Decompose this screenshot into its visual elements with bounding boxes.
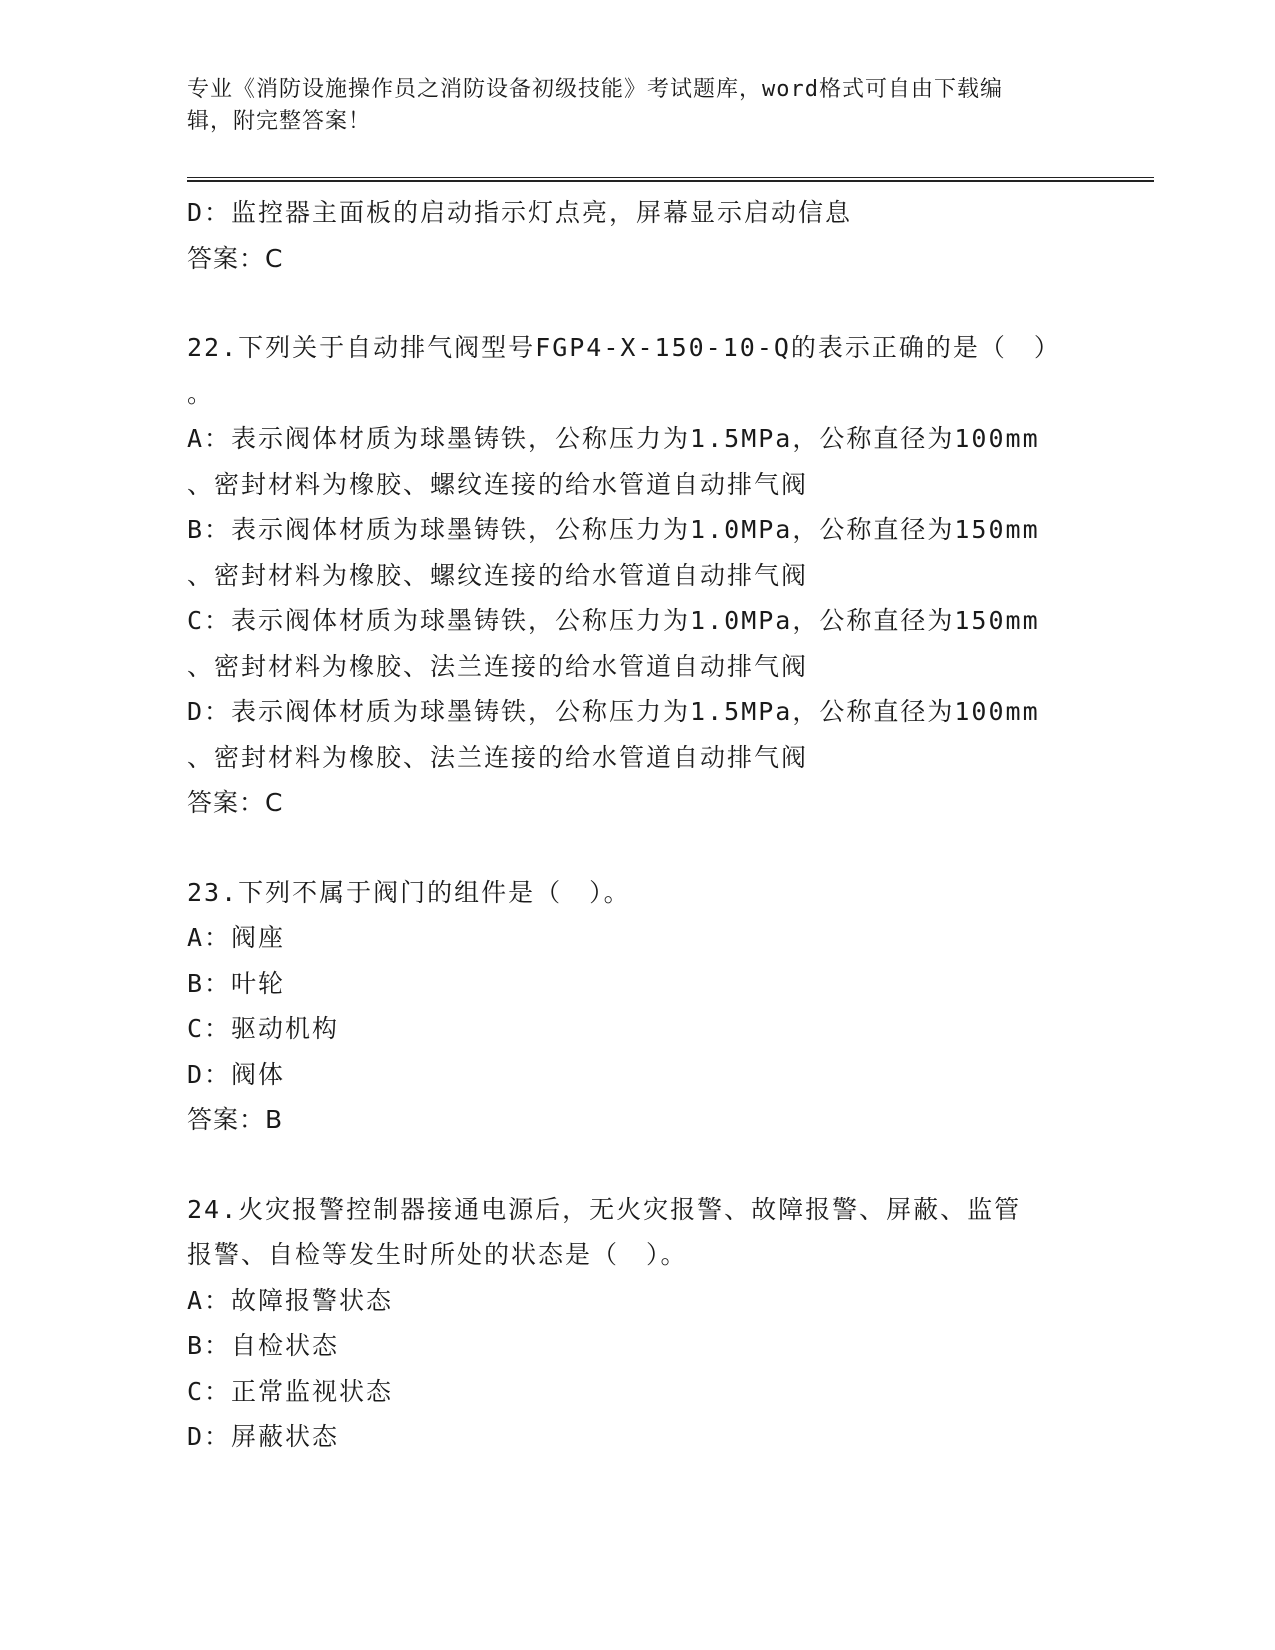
option-b: B：表示阀体材质为球墨铸铁，公称压力为1.0MPa，公称直径为150mm: [187, 515, 1040, 544]
option-d: D：阀体: [187, 1059, 286, 1089]
page-header: [187, 74, 1067, 138]
header-divider: [187, 177, 1154, 182]
question-text-cont: 。: [187, 378, 215, 408]
option-a: A：阀座: [187, 923, 286, 952]
option-a: A：故障报警状态: [187, 1285, 394, 1315]
question-text-cont: 报警、自检等发生时所处的状态是（ ）。: [187, 1240, 688, 1269]
option-b-cont: 、密封材料为橡胶、螺纹连接的给水管道自动排气阀: [187, 560, 809, 590]
question-24: [187, 1187, 1087, 1460]
option-c: C：驱动机构: [187, 1014, 340, 1043]
answer: 答案：C: [187, 788, 284, 817]
spacer: [187, 281, 1087, 325]
option-a: A：表示阀体材质为球墨铸铁，公称压力为1.5MPa，公称直径为100mm: [187, 424, 1040, 453]
answer: 答案：C: [187, 243, 284, 273]
spacer: [187, 826, 1087, 870]
option-a-cont: 、密封材料为橡胶、螺纹连接的给水管道自动排气阀: [187, 469, 809, 499]
option-b: B：叶轮: [187, 968, 286, 998]
document-body: [187, 190, 1087, 1460]
header-line-1: 专业《消防设施操作员之消防设备初级技能》考试题库，word格式可自由下载编: [187, 77, 1003, 102]
question-text: 24.火灾报警控制器接通电源后，无火灾报警、故障报警、屏蔽、监管: [187, 1194, 1022, 1224]
answer: 答案：B: [187, 1105, 284, 1134]
question-text: 22.下列关于自动排气阀型号FGP4-X-150-10-Q的表示正确的是（ ）: [187, 333, 1061, 362]
spacer: [187, 1143, 1087, 1187]
option-d: D：屏蔽状态: [187, 1422, 340, 1451]
option-d-cont: 、密封材料为橡胶、法兰连接的给水管道自动排气阀: [187, 742, 809, 772]
option-c: C：正常监视状态: [187, 1376, 394, 1406]
question-23: [187, 870, 1087, 1143]
option-d: D：表示阀体材质为球墨铸铁，公称压力为1.5MPa，公称直径为100mm: [187, 697, 1040, 726]
header-line-2: 辑，附完整答案！: [187, 109, 372, 134]
question-text: 23.下列不属于阀门的组件是（ ）。: [187, 877, 631, 907]
option-b: B：自检状态: [187, 1331, 340, 1360]
question-22: [187, 325, 1087, 826]
option-c-cont: 、密封材料为橡胶、法兰连接的给水管道自动排气阀: [187, 651, 809, 681]
option-d: D：监控器主面板的启动指示灯点亮，屏幕显示启动信息: [187, 198, 853, 227]
prev-question-tail: [187, 190, 1087, 281]
option-c: C：表示阀体材质为球墨铸铁，公称压力为1.0MPa，公称直径为150mm: [187, 606, 1040, 635]
